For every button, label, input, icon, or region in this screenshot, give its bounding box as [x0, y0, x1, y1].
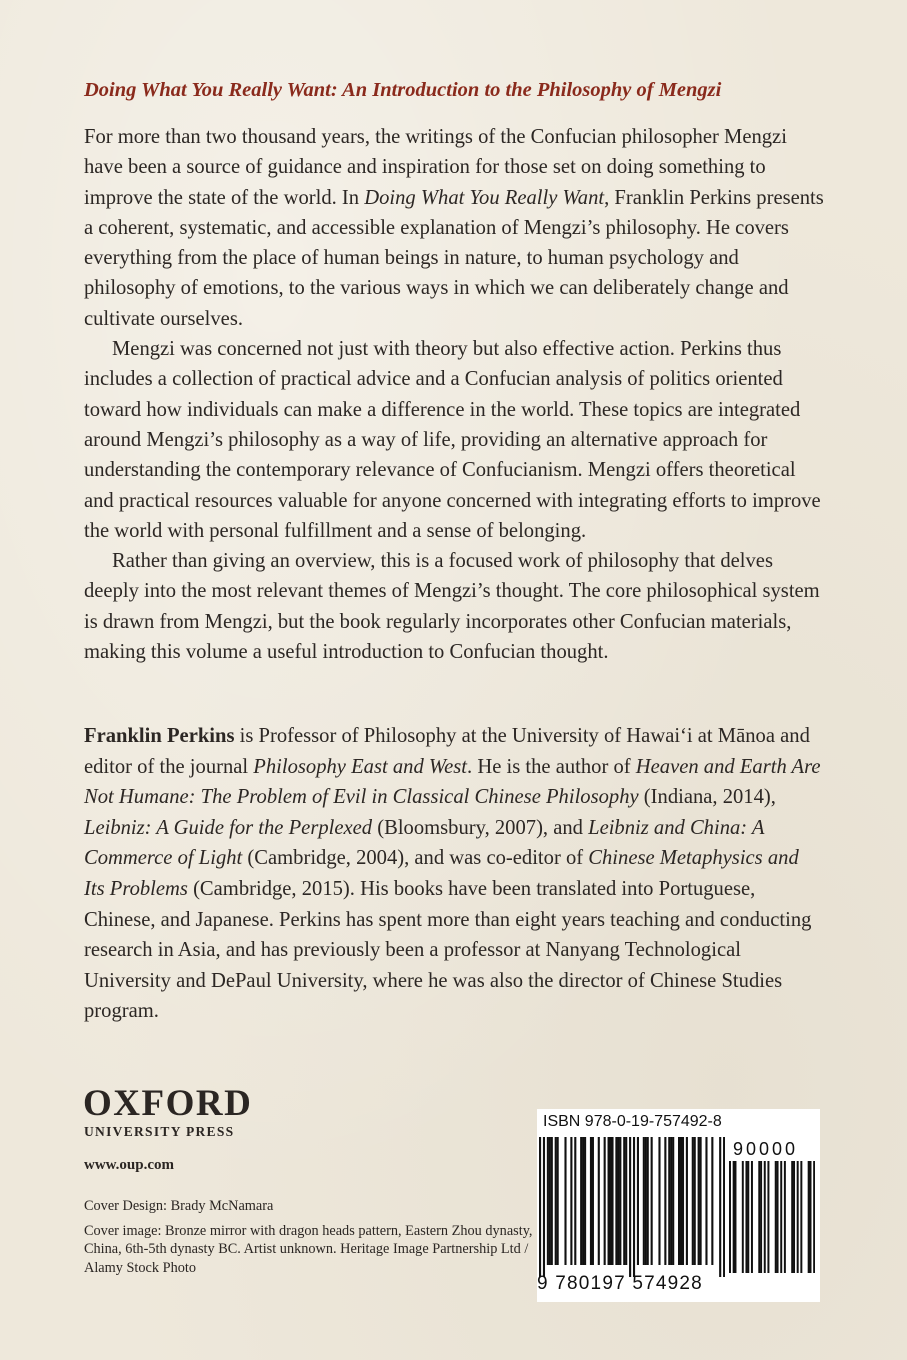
addon-bar [760, 1161, 762, 1273]
author-name: Franklin Perkins [84, 725, 235, 747]
barcode-bar [672, 1137, 674, 1265]
barcode-bar [555, 1137, 557, 1265]
cover-image-credit: Cover image: Bronze mirror with dragon heads pattern, Eastern Zhou dynasty, China, 6th-5th dynasty BC. Artist unknown. Heritage Image Partnership Ltd / Alamy Stock Photo [84, 1222, 533, 1276]
cover-credits [84, 1197, 554, 1283]
barcode-bar [692, 1137, 694, 1265]
addon-bar [791, 1161, 793, 1273]
barcode-bar [643, 1137, 645, 1265]
barcode-bar [670, 1137, 672, 1265]
addon-bar [780, 1161, 782, 1273]
addon-bar [797, 1161, 799, 1273]
addon-bar [745, 1161, 747, 1273]
barcode-bar [580, 1137, 582, 1265]
addon-bar [793, 1161, 795, 1273]
barcode-bar [547, 1137, 549, 1265]
barcode-bar [658, 1137, 660, 1265]
addon-bar [734, 1161, 736, 1273]
addon-bar [777, 1161, 779, 1273]
publisher-logo-subtitle: UNIVERSITY PRESS [84, 1124, 235, 1139]
barcode-bar [609, 1137, 611, 1265]
isbn-label: ISBN 978-0-19-757492-8 [543, 1113, 722, 1130]
barcode-bar [592, 1137, 594, 1265]
barcode-bar [564, 1137, 566, 1265]
addon-bar [810, 1161, 812, 1273]
author-bio: Franklin Perkins is Professor of Philosophy at the University of Hawai‘i at Mānoa and editor of the journal Philosophy East and West. He is the author of Heaven and Earth Are Not Humane: The Problem of Evil in Classical Chinese Philosophy (Indiana, 2014), Leibniz: A Guide for the Perplexed (Bloomsbury, 2007), and Leibniz and China: A Commerce of Light (Cambridge, 2004), and was co-editor of Chinese Metaphysics and Its Problems (Cambridge, 2015). His books have been translated into Portuguese, Chinese, and Japanese. Perkins has spent more than eight years teaching and conducting research in Asia, and has previously been a professor at Nanyang Technological University and DePaul University, where he was also the director of Chinese Studies program. [84, 725, 821, 1023]
barcode-bar [651, 1137, 653, 1265]
barcode-bar [711, 1137, 713, 1265]
addon-bar [767, 1161, 769, 1273]
barcode-bar [694, 1137, 696, 1265]
addon-bar [800, 1161, 802, 1273]
barcode-bar [623, 1137, 625, 1265]
barcode-bar [698, 1137, 700, 1265]
barcode-bar [615, 1137, 617, 1265]
barcode-bar [543, 1137, 545, 1277]
barcode-bar [645, 1137, 647, 1265]
title-reference: Doing What You Really Want [364, 186, 605, 209]
addon-bar [775, 1161, 777, 1273]
addon-barcode [729, 1161, 815, 1273]
barcode-bar [719, 1137, 721, 1277]
addon-bar [758, 1161, 760, 1273]
addon-bar [813, 1161, 815, 1273]
barcode-bar [590, 1137, 592, 1265]
barcode-bar [686, 1137, 688, 1265]
addon-number: 90000 [733, 1139, 799, 1159]
barcode-bar [611, 1137, 613, 1265]
barcode-bar [551, 1137, 553, 1265]
barcode-bar [617, 1137, 619, 1265]
barcode-bar [604, 1137, 606, 1265]
barcode-bar [647, 1137, 649, 1265]
description-paragraph-1: For more than two thousand years, the writings of the Confucian philosopher Mengzi have been a source of guidance and inspiration for those set on doing something to improve the state of the world. In Doing What You Really Want, Franklin Perkins presents a coherent, systematic, and accessible explanation of Mengzi’s philosophy. He covers everything from the place of human beings in nature, to human psychology and philosophy of emotions, to the various ways in which we can deliberately change and cultivate ourselves. [84, 126, 824, 330]
addon-bar [742, 1161, 744, 1273]
barcode-bar [637, 1137, 639, 1265]
ean-barcode [539, 1137, 725, 1277]
barcode-bar [678, 1137, 680, 1265]
addon-bar [764, 1161, 766, 1273]
barcode-bar [633, 1137, 635, 1277]
ean-number: 9 780197 574928 [537, 1273, 703, 1294]
publisher-logo: OXFORD [83, 1083, 253, 1124]
barcode-bar [557, 1137, 559, 1265]
barcode-bar [723, 1137, 725, 1277]
barcode-bar [668, 1137, 670, 1265]
barcode-bar [570, 1137, 572, 1265]
barcode-bar [584, 1137, 586, 1265]
description-paragraph-2: Mengzi was concerned not just with theory but also effective action. Perkins thus includes a collection of practical advice and a Confucian analysis of politics oriented toward how individuals can make a difference in the world. These topics are integrated around Mengzi’s philosophy as a way of life, providing an alternative approach for understanding the contemporary relevance of Confucianism. Mengzi offers theoretical and practical resources valuable for anyone concerned with integrating efforts to improve the world with personal fulfillment and a sense of belonging. [84, 338, 821, 542]
addon-bar [808, 1161, 810, 1273]
barcode-bar [549, 1137, 551, 1265]
book-title: Doing What You Really Want: An Introduction to the Philosophy of Mengzi [84, 79, 722, 101]
addon-bar [751, 1161, 753, 1273]
addon-bar [733, 1161, 735, 1273]
description-paragraph-3: Rather than giving an overview, this is a focused work of philosophy that delves deeply into the most relevant themes of Mengzi’s thought. The core philosophical system is drawn from Mengzi, but the book regularly incorporates other Confucian materials, making this volume a useful introduction to Confucian thought. [84, 550, 820, 664]
barcode-bar [625, 1137, 627, 1265]
barcode-bar [629, 1137, 631, 1277]
barcode-bar [680, 1137, 682, 1265]
barcode-bar [700, 1137, 702, 1265]
publisher-website: www.oup.com [84, 1157, 175, 1173]
barcode-bar [619, 1137, 621, 1265]
barcode-bar [582, 1137, 584, 1265]
barcode-bar [664, 1137, 666, 1265]
barcode-bar [608, 1137, 610, 1265]
addon-bar [747, 1161, 749, 1273]
barcode-bar [598, 1137, 600, 1265]
barcode-panel [537, 1109, 820, 1302]
cover-design-credit: Cover Design: Brady McNamara [84, 1198, 274, 1214]
barcode-bar [682, 1137, 684, 1265]
addon-bar [784, 1161, 786, 1273]
barcode-bar [574, 1137, 576, 1265]
book-description [84, 122, 824, 667]
barcode-bar [539, 1137, 541, 1277]
addon-bar [729, 1161, 731, 1273]
barcode-bar [705, 1137, 707, 1265]
